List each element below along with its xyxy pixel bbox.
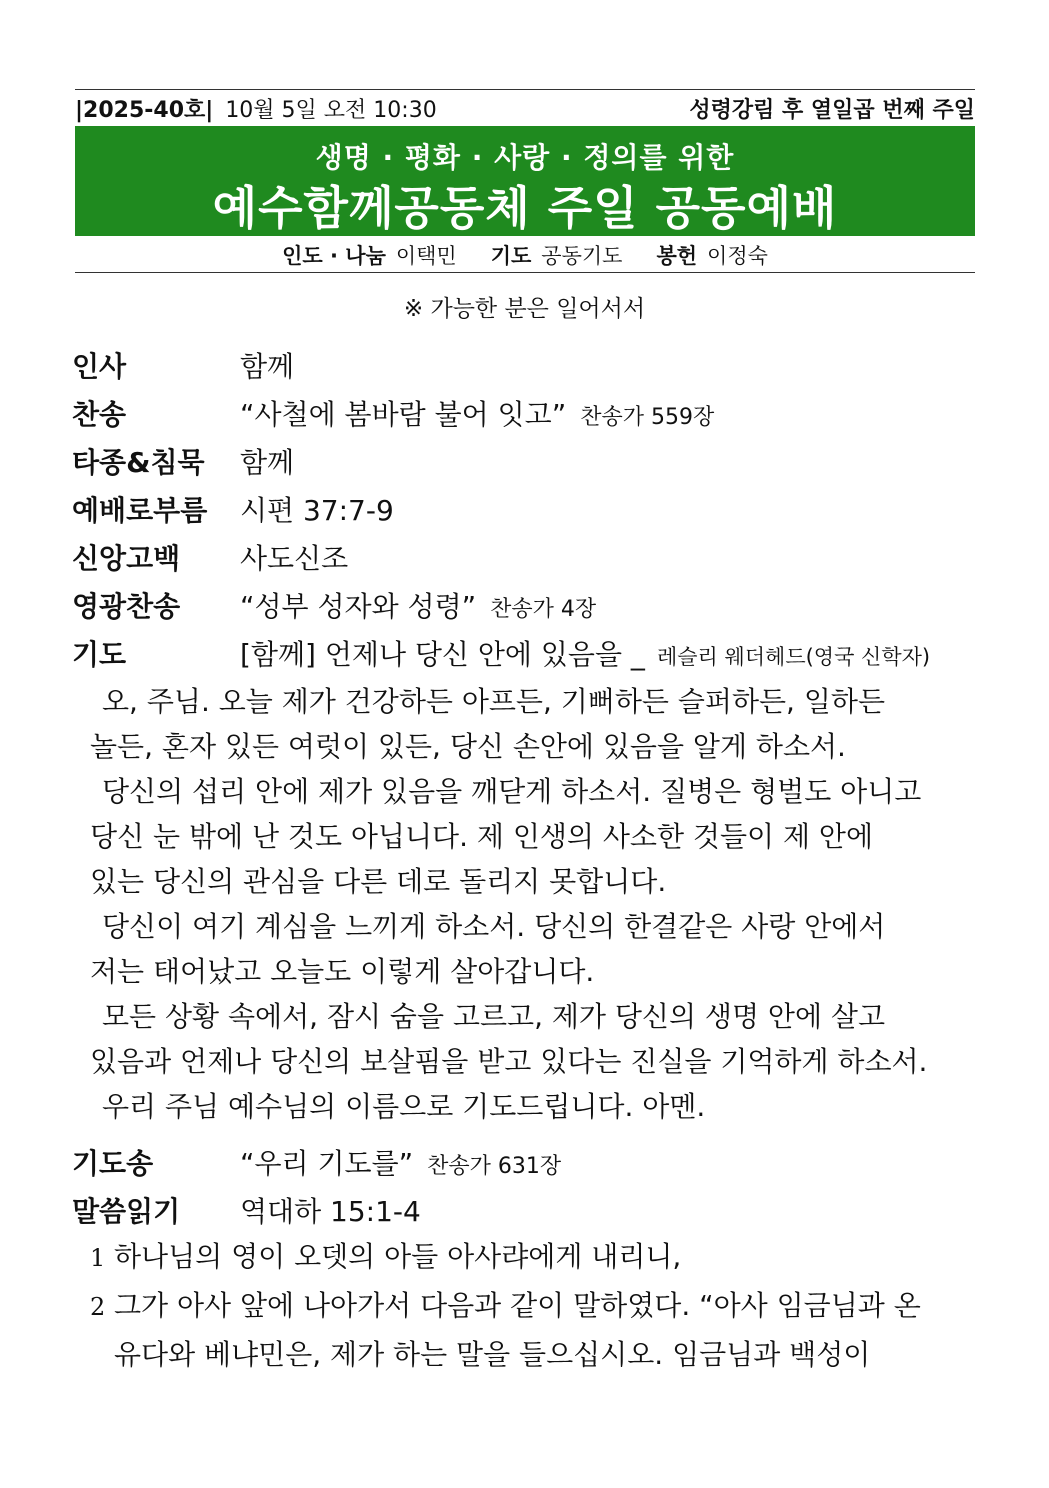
verse-line [90,1233,921,1282]
order-extra: 찬송가 559장 [580,405,715,430]
role-leader-label: 인도 · 나눔 [282,244,386,268]
prayer-text [90,679,970,1129]
order-extra: 레슬리 웨더헤드(영국 신학자) [656,645,931,669]
prayer-line: 당신이 여기 계심을 느끼게 하소서. 당신의 한결같은 사랑 안에서 [102,910,886,943]
verse-line [90,1282,921,1331]
order-label: 예배로부름 [72,494,208,527]
order-item-bell-silence [72,441,294,481]
role-offering [656,240,767,270]
prayer-line: 있는 당신의 관심을 다른 데로 돌리지 못합니다. [90,865,667,898]
order-label: 인사 [72,350,127,383]
roles-rule [75,272,975,273]
top-rule [75,89,975,90]
order-content: “사철에 봄바람 불어 잇고” [240,398,567,431]
verse-number: 1 [90,1244,106,1272]
header-row [75,92,975,124]
prayer-line: 오, 주님. 오늘 제가 건강하든 아프든, 기뻐하든 슬퍼하든, 일하든 [102,685,886,718]
order-item-prayer [72,633,930,673]
order-item-greeting [72,345,294,385]
order-label: 타종&침묵 [72,446,205,479]
prayer-line: 당신의 섭리 안에 제가 있음을 깨닫게 하소서. 질병은 형벌도 아니고 [102,775,922,808]
order-content: “우리 기도를” [240,1147,414,1180]
role-prayer-label: 기도 [490,244,532,268]
order-label: 찬송 [72,398,127,431]
role-leader [282,240,457,270]
order-item-creed [72,537,348,577]
order-item-scripture [72,1190,421,1230]
role-offering-label: 봉헌 [656,244,698,268]
order-label: 신앙고백 [72,542,181,575]
prayer-line: 놀든, 혼자 있든 여럿이 있든, 당신 손안에 있음을 알게 하소서. [90,730,846,763]
order-item-call-to-worship [72,489,394,529]
banner-title: 예수함께공동체 주일 공동예배 [212,181,838,235]
order-item-prayer-song [72,1142,561,1182]
standing-note: ※ 가능한 분은 일어서서 [403,296,646,322]
service-date: 10월 5일 오전 10:30 [225,97,437,123]
order-content: 함께 [240,446,295,479]
prayer-line: 모든 상황 속에서, 잠시 숨을 고르고, 제가 당신의 생명 안에 살고 [102,1000,886,1033]
order-content: “성부 성자와 성령” [240,590,477,623]
order-label: 기도송 [72,1147,154,1180]
verse-text: 그가 아사 앞에 나아가서 다음과 같이 말하였다. “아사 임금님과 온 [114,1289,921,1322]
order-content: 역대하 15:1-4 [240,1195,421,1228]
issue-date [75,93,437,124]
order-content: [함께] 언제나 당신 안에 있음을 _ [240,638,645,671]
order-item-gloria [72,585,596,625]
verse-text: 유다와 베냐민은, 제가 하는 말을 들으십시오. 임금님과 백성이 [114,1338,871,1371]
roles-row [75,240,975,270]
order-content: 함께 [240,350,295,383]
verse-line [90,1331,921,1378]
liturgical-season: 성령강림 후 열일곱 번째 주일 [689,97,975,123]
order-content: 사도신조 [240,542,349,575]
prayer-line: 당신 눈 밖에 난 것도 아닙니다. 제 인생의 사소한 것들이 제 안에 [90,820,874,853]
order-label: 기도 [72,638,127,671]
role-prayer-name: 공동기도 [541,244,623,268]
order-extra: 찬송가 4장 [490,597,597,622]
role-prayer [491,240,623,270]
prayer-line: 있음과 언제나 당신의 보살핌을 받고 있다는 진실을 기억하게 하소서. [90,1045,928,1078]
issue-number: |2025-40호| [75,97,214,123]
order-extra: 찬송가 631장 [427,1154,562,1179]
order-content: 시편 37:7-9 [240,494,394,527]
title-banner [75,126,975,236]
role-leader-name: 이택민 [395,244,457,268]
verse-number: 2 [90,1293,106,1321]
order-label: 영광찬송 [72,590,181,623]
order-label: 말씀읽기 [72,1195,181,1228]
order-item-hymn [72,393,714,433]
verse-text: 하나님의 영이 오뎃의 아들 아사랴에게 내리니, [114,1240,682,1273]
prayer-line: 우리 주님 예수님의 이름으로 기도드립니다. 아멘. [102,1090,706,1123]
scripture-text [90,1233,921,1378]
prayer-line: 저는 태어났고 오늘도 이렇게 살아갑니다. [90,955,595,988]
role-offering-name: 이정숙 [707,244,768,268]
banner-subtitle: 생명 · 평화 · 사랑 · 정의를 위한 [315,141,735,174]
